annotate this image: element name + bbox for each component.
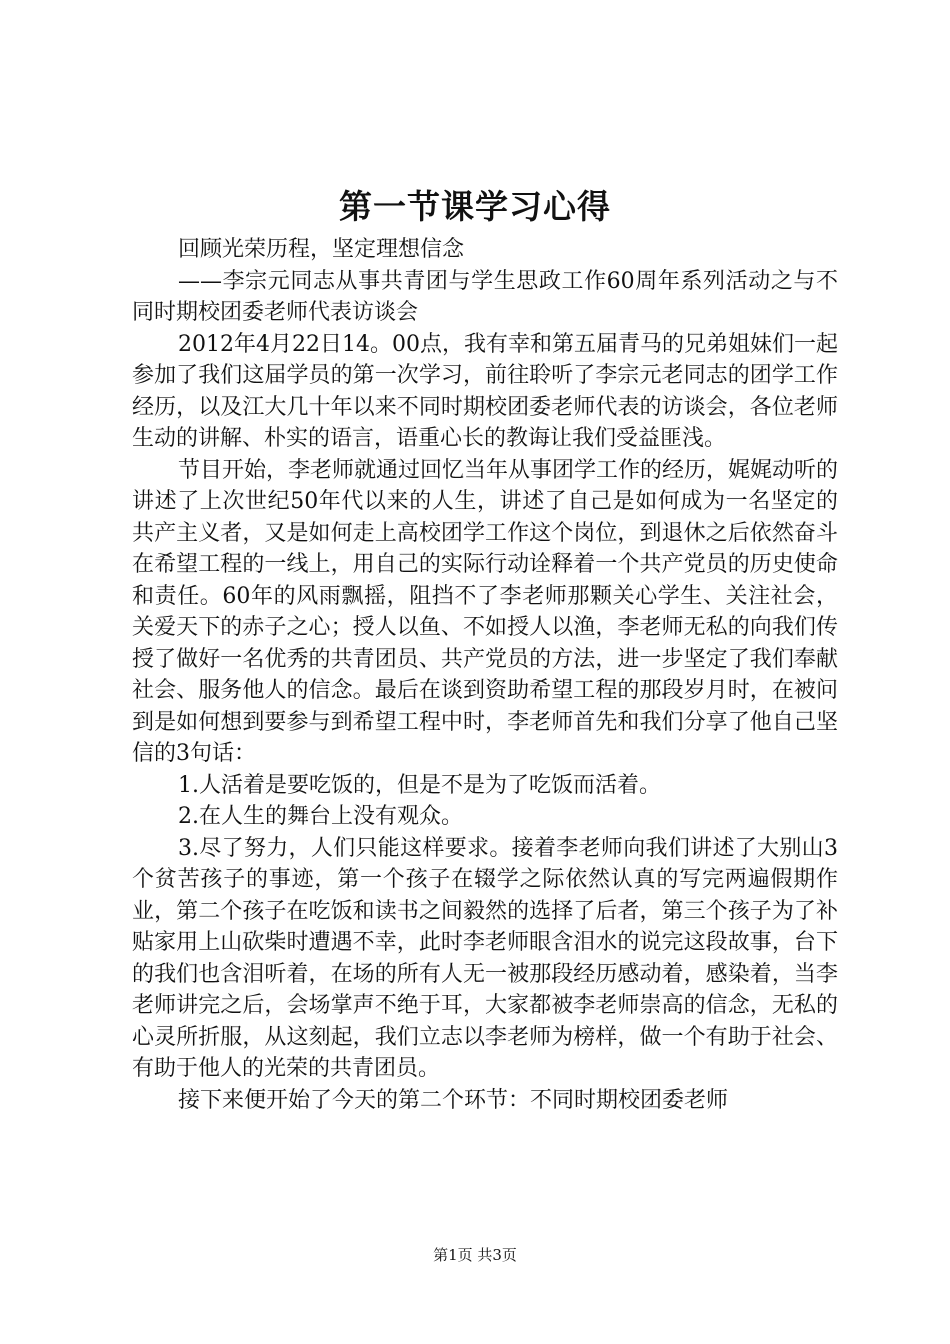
document-body [132, 234, 838, 1116]
page-footer: 第1页 共3页 [433, 1246, 517, 1264]
list-item: 3.尽了努力，人们只能这样要求。接着李老师向我们讲述了大别山3个贫苦孩子的事迹，第一个孩子在辍学之际依然认真的写完两遍假期作业，第二个孩子在吃饭和读书之间毅然的选择了后者，第三个孩子为了补贴家用上山砍柴时遭遇不幸，此时李老师眼含泪水的说完这段故事，台下的我们也含泪听着，在场的所有人无一被那段经历感动着，感染着，当李老师讲完之后，会场掌声不绝于耳，大家都被李老师崇高的信念，无私的心灵所折服，从这刻起，我们立志以李老师为榜样，做一个有助于社会、有助于他人的光荣的共青团员。 [132, 835, 838, 1081]
paragraph: 接下来便开始了今天的第二个环节：不同时期校团委老师 [178, 1087, 729, 1113]
list-item: 1.人活着是要吃饭的，但是不是为了吃饭而活着。 [178, 772, 661, 798]
document-title: 第一节课学习心得 [339, 187, 611, 226]
paragraph: 2012年4月22日14。00点，我有幸和第五届青马的兄弟姐妹们一起参加了我们这届学员的第一次学习，前往聆听了李宗元老同志的团学工作经历，以及江大几十年以来不同时期校团委老师代表的访谈会，各位老师生动的讲解、朴实的语言，语重心长的教诲让我们受益匪浅。 [132, 331, 838, 451]
subtitle-line: 回顾光荣历程，坚定理想信念 [178, 237, 465, 262]
paragraph: 节目开始，李老师就通过回忆当年从事团学工作的经历，娓娓动听的讲述了上次世纪50年代以来的人生，讲述了自己是如何成为一名坚定的共产主义者，又是如何走上高校团学工作这个岗位，到退休之后依然奋斗在希望工程的一线上，用自己的实际行动诠释着一个共产党员的历史使命和责任。60年的风雨飘摇，阻挡不了李老师那颗关心学生、关注社会，关爱天下的赤子之心；授人以鱼、不如授人以渔，李老师无私的向我们传授了做好一名优秀的共青团员、共产党员的方法，进一步坚定了我们奉献社会、服务他人的信念。最后在谈到资助希望工程的那段岁月时，在被问到是如何想到要参与到希望工程中时，李老师首先和我们分享了他自己坚信的3句话： [132, 457, 839, 766]
subtitle-dash-line: ——李宗元同志从事共青团与学生思政工作60周年系列活动之与不同时期校团委老师代表访谈会 [132, 268, 838, 325]
list-item: 2.在人生的舞台上没有观众。 [178, 804, 463, 829]
